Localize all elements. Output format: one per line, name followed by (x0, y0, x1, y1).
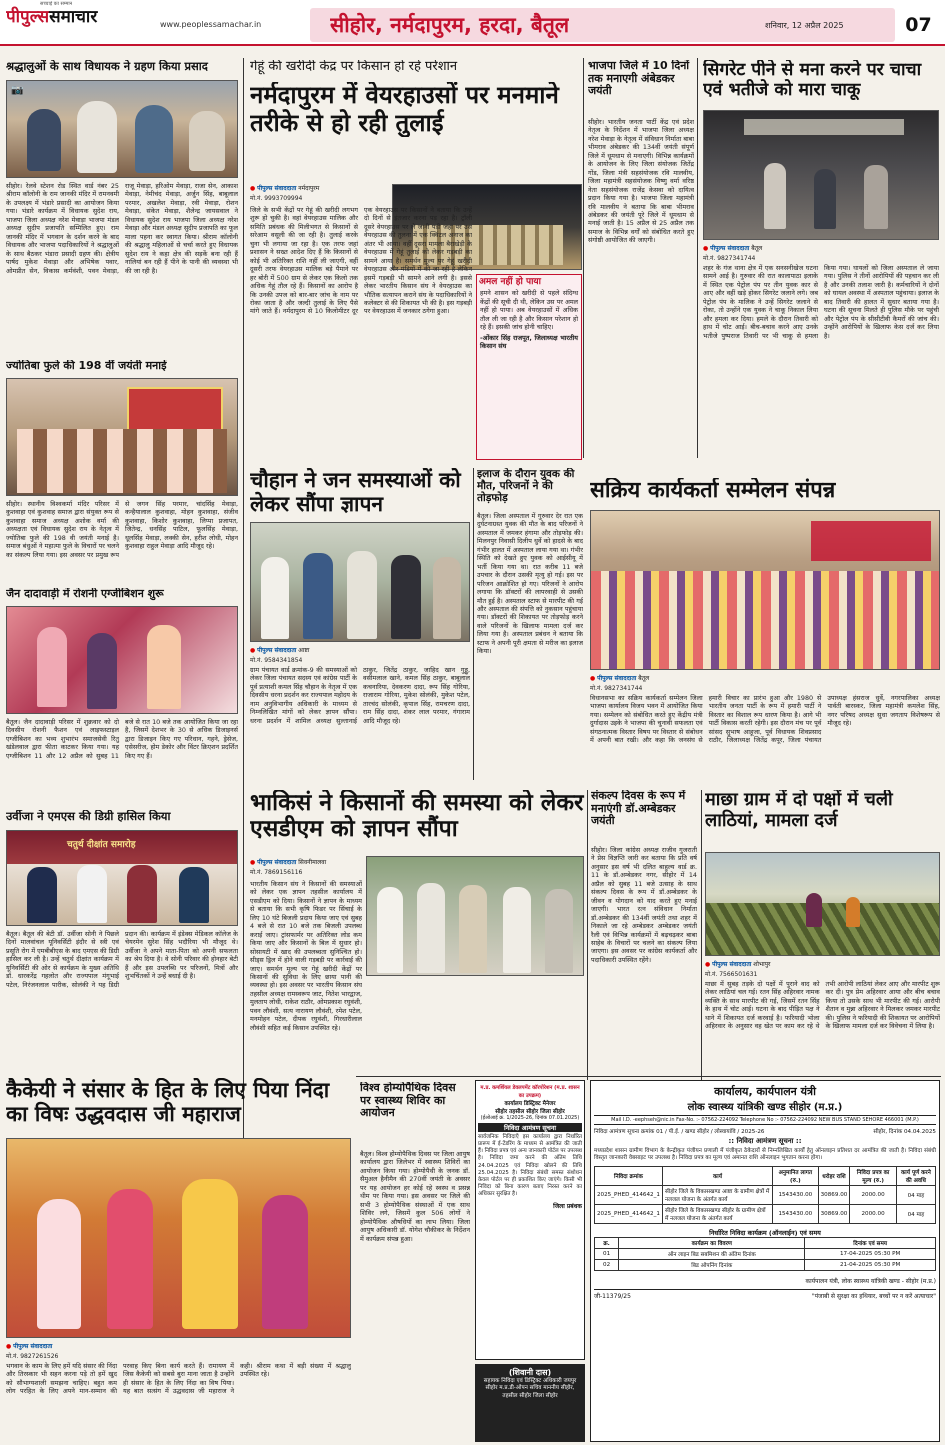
table-cell: दिनांक एवं समय (805, 1237, 936, 1248)
table-header-cell: कार्य पूर्ण करने की अवधि (896, 1166, 935, 1185)
story8-credit (703, 244, 853, 252)
page-number: 07 (905, 14, 932, 36)
masthead (0, 0, 945, 46)
story11-photo (590, 510, 940, 670)
story6-body: जिले के सभी केंद्रों पर गेहूं की खरीदी लगभग शुरू हो चुकी है। वहां वेयरहाउस मालिक और समिति प्रबंधक की मिलीभगत से किसानों से सरेआम वसूली की जा रही है। तुलाई करके चुना भी लगाया जा रहा है। एक तरफ जहां प्रशासन ने सख्त आदेश दिए हैं कि किसानों से कोई भी अतिरिक्त राशि नहीं ली जाएगी, वहीं दूसरी तरफ वेयरहाउस मालिक बड़े पैमाने पर हर बोरी में 500 ग्राम से लेकर एक किलो तक अधिक गेहूं तौल रहे हैं। किसानों का आरोप है कि उनकी उपज को बार-बार जांच के नाम पर रोका जाता है और जल्दी तुलाई के लिए पैसे मांगे जाते हैं। नर्मदापुरम से 10 किलोमीटर दूर एक वेयरहाउस पर किसानों ने बताया कि उन्हें दो दिनों से इंतजार करना पड़ रहा है। ट्रॉली दूसरे वेयरहाउस पर ले जानी पड़ी जहां पर उस वेयरहाउस की तुलना में एक क्विंटल अनाज का अंतर भी आया। वहीं दूसरा मामला बैराखेड़ी के वेयरहाउस में गेहूं तुलाई को लेकर गड़बड़ी का सामने आया है। समर्थन मूल्य पर गेहूं खरीदी वेयरहाउस और मंडियों में की जा रही है लेकिन इसमें गड़बड़ी भी सामने आने लगी है। इससे लेकर भारतीय किसान संघ ने वेयरहाउस का भौतिक सत्यापन कराने संघ के पदाधिकारियों ने कलेक्टर से की शिकायत भी की है। इस गड़बड़ी पर वेयरहाउस में जनकार ठगेगा हुआ। (250, 206, 472, 316)
table-cell: 2025_PHED_414642_1 (595, 1204, 663, 1223)
credit-dot: ● (6, 1343, 12, 1350)
table-row (595, 1185, 936, 1204)
notice1-line-0: म.प्र. कमर्शियल डेवलपमेंट कॉरपोरेशन (म.प्र. शासन का उपक्रम) (480, 1085, 580, 1099)
story12-body: भारतीय किसान संघ ने किसानों की समस्याओं को लेकर एक ज्ञापन तहसील कार्यालय में एसडीएम को दिया। किसानों ने ज्ञापन के माध्यम से बताया कि सभी कृषि फिडर पर सिंचाई के लिए 10 घंटे बिजली प्रदाय किया जाए एवं सुबह 4 बजे से रात 10 बजे तक बिजली उपलब्ध कराई जाए। ट्रांसफार्मर पर अतिरिक्त लोड कम किया जाए और किसानों के बिल में सुधार हो। सोसायटी में खाद की उपलब्धता सुनिश्चित हो। सीड्स ड्रिल में होने वाली गड़बड़ी पर कार्रवाई की जाए। समर्थन मूल्य पर गेहूं खरीदी केंद्रों पर किसानों की सुविधा के लिए छाया पानी की व्यवस्था हो। इस अवसर पर भारतीय किसान संघ तहसील अध्यक्ष रामस्वरूप जाट, नितेश भारद्वाज, मुलताप लोधी, राकेश राठौर, ओमप्रकाश रघुवंशी, पवन लौवंशी, सत्य नारायण लौवंशी, रमेश पटेल, मनमोहन पटेल, दीपक रघुवंशी, गिरधारीलाल लौवंशी सहित कई किसान उपस्थित रहे। (250, 880, 362, 1032)
table-cell: 04 माह (896, 1204, 935, 1223)
notice2-ref-row (594, 1127, 936, 1135)
story5-mobile: मो.नं. 9827261526 (6, 1353, 59, 1360)
masthead-logo (6, 4, 156, 34)
story8-credit-text: पीपुल्स संवाददाता (710, 245, 750, 252)
story13-headline: संकल्प दिवस के रूप में मनाएंगी डॉ.अम्बेडकर जयंती (591, 790, 686, 828)
table-cell: 30869.00 (818, 1185, 850, 1204)
table-cell: ऑन लाइन बिड सबमिशन की अंतिम दिनांक (619, 1248, 805, 1259)
story9-photo (250, 522, 470, 642)
table-cell: कार्यक्रम का विवरण (619, 1237, 805, 1248)
table-header-cell: कार्य (662, 1166, 772, 1185)
table-cell: सीहोर जिले के विकासखण्ड सीहोर के ग्रामीण क्षेत्रों में नलजल योजना के अंतर्गत कार्य (662, 1204, 772, 1223)
table-row (595, 1237, 936, 1248)
story1-body: सीहोर। रेलवे स्टेशन रोड स्थित वार्ड नंबर 25 श्रीराम कॉलोनी के राम जानकी मंदिर में रामनवमी के उपलक्ष्य में भंडारे प्रसादी का आयोजन किया गया। भंडारे कार्यक्रम में विधायक सुदेश राय, भाजपा जिला अध्यक्ष नरेश मेवाड़ा भाजपा मंडल अध्यक्ष सुदीप प्रजापति सम्मिलित हुए। राम जानकी मंदिर में भगवान के दर्शन करने के बाद विधायक और भाजपा पदाधिकारियों ने श्रद्धालुओं के साथ बैठकर भंडारा प्रसादी ग्रहण की। क्षेत्रीय पार्षद मुकेश मेवाड़ा और अभिषेक पवार, ओमप्रीत सेन, विकास कर्मवंशी, पवन मेवाड़ा, राजू मेवाड़ा, हरिओम मेवाड़ा, राजा सेन, आकाश मेवाड़ा, नेमीचंद मेवाड़ा, अर्जुन सिंह, बाबूलाल परमार, अखलेश मेवाड़ा, रवी मेवाड़ा, रोशन मेवाड़ा, संकेत मेवाड़ा, शैलेन्द्र जायसवाल ने विधायक सुदेश राय भाजपा जिला अध्यक्ष नरेश मेवाड़ा और मंडल अध्यक्ष सुदीप प्रजापति का फूल माला पहना कर स्वागत किया। श्रीराम कॉलोनी की श्रद्धालु महिलाओं से चर्चा करते हुए विधायक सुदेश राय ने कहा क्षेत्र की सड़कें बना रही हैं नालियां बन रही हैं पीने के पानी की व्यवस्था भी की जा रही है। (6, 182, 238, 275)
notice1-line-2: सीहोर तहसील सीहोर जिला सीहोर (495, 1109, 565, 1115)
column-divider (473, 468, 474, 780)
story14-credit (705, 960, 855, 968)
table-cell: 2000.00 (850, 1204, 897, 1223)
credit-dot: ● (250, 859, 256, 866)
story4-headline: उर्वीजा ने एमएस की डिग्री हासिल किया (6, 810, 171, 823)
story15-body: बैतूल। विश्व होम्योपैथिक दिवस पर जिला आयुष कार्यालय द्वारा जिलेभर में स्वास्थ्य शिविरों का आयोजन किया गया। होम्योपैथी के जनक डॉ. सैमुअल हैनीमैन की 270वीं जयंती के अवसर पर यह आयोजन हर कोई रहे स्वस्थ व प्रसन्न थीम पर किया गया। इस अवसर पर जिले की सभी 3 होम्योपैथिक संस्थाओं में एक साथ शिविर लगे, जिसमें कुल 506 लोगों ने होम्योपैथिक औषधियों का लाभ लिया। जिला आयुष अधिकारी डॉ. योगेश चौकीकर के निर्देशन में कार्यक्रम संपन्न हुआ। (360, 1150, 470, 1243)
story11-credit (590, 674, 740, 682)
credit-dot: ● (250, 185, 256, 192)
story14-photo (705, 852, 940, 956)
story7-headline: भाजपा जिले में 10 दिनों तक मनाएगी अंबेडकर जयंती (588, 60, 690, 98)
notice1-footer: जिला प्रबंधक (553, 1203, 582, 1211)
story12-body-cont (366, 980, 584, 1068)
story15-headline: विश्व होम्योपैथिक दिवस पर स्वास्थ्य शिविर का आयोजन (360, 1082, 456, 1120)
notice2-sign: कार्यपालन यंत्री, लोक स्वास्थ्य यांत्रिकी खण्ड - सीहोर (म.प्र.) (805, 1277, 936, 1285)
story5-credit-text: पीपुल्स संवाददाता (13, 1343, 53, 1350)
story8-headline: सिगरेट पीने से मना करने पर चाचा एवं भतीजे को मारा चाकू (703, 60, 922, 101)
credit-dot: ● (250, 647, 256, 654)
story3-photo (6, 606, 238, 714)
column-divider (697, 58, 698, 458)
story11-headline: सक्रिय कार्यकर्ता सम्मेलन संपन्न (590, 478, 836, 503)
story5-headline: कैकेयी ने संसार के हित के लिए पिया निंदा का विषः उद्धवदास जी महाराज (6, 1078, 330, 1127)
story5-photo (6, 1138, 351, 1338)
story2-photo (6, 378, 238, 496)
story12-credit (250, 858, 370, 866)
notice2-footer (594, 1289, 936, 1300)
column-divider (243, 58, 244, 1158)
story6-box (476, 274, 582, 460)
notice2-schedule (594, 1237, 936, 1271)
story2-body: सीहोर। स्थानीय विश्वकर्मा मंदिर परिसर में कुशवाहा एवं कुशवाह समाज द्वारा संयुक्त रूप से कुशवाहा समाज अध्यक्ष अशोक वर्मा की अध्यक्षता एवं विधायक सुदेश राय के नेतृत्व में ज्योतिबा फुले की 198 वी जयंती मनाई है। समाज बंधुओं ने महात्मा फुले के विचारों पर चलने का संकल्प लिया गया। इस अवसर पर प्रमुख रूप से जगन सिंह परमार, चांदसिंह मेवाड़ा, कन्हैयालाल कुशवाहा, मोहन कुशवाहा, संजीव कुशवाहा, किशोर कुशवाहा, लिप्पा प्रजापत, जितेन्द्र, धनसिंह पाटिल, फूलसिंह मेवाड़ा, धूलसिंह मेवाड़ा, लक्की सेन, हरीश लोधी, मोहन कुशवाहा राहुल मेवाड़ा आदि मौजूद रहे। (6, 500, 238, 559)
story9-credit (250, 646, 400, 654)
story3-body: बैतूल। जैन दादावाड़ी परिसर में शुक्रवार को दो दिवसीय रोशनी फैशन एवं लाइफस्टाइल एग्जीबिशन का भव्य शुभारंभ समाजसेवी रितु खंडेलवाल द्वारा फीता काटकर किया गया। यह एग्जीबिशन 11 और 12 अप्रैल को सुबह 11 बजे से रात 10 बजे तक आयोजित किया जा रहा है, जिसमें देशभर के 30 से अधिक डिजाइनर्स द्वारा डिजाइन किए गए परिधान, गहने, ड्रेसेज, एसेसरीज, होम डेकोर और विंटर क्रिएशन प्रदर्शित किए गए हैं। (6, 718, 238, 760)
table-row (595, 1204, 936, 1223)
table-cell: 02 (595, 1259, 619, 1270)
story14-body: माछा में सुबह तड़के दो पक्षों में पुराने वाद को लेकर लाठियां चल गई। रतन सिंह अहिरवार नामक व्यक्ति के साथ मारपीट की गई, जिसमें रतन सिंह के हाथ में चोट आई। घटना के बाद पीड़ित पक्ष ने थाने में शिकायत दर्ज करवाई है। फरियादी भोला अहिरवार के अनुसार वह खेत पर काम कर रहे थे तभी आरोपी लाठियां लेकर आए और मारपीट शुरू कर दी। पुत्र प्रेम अहिरवार आया और बीच बचाव किया तो उसके साथ भी मारपीट की गई। आरोपी शैतान व मुन्ना अहिरवार ने मिलकर जमकर मारपीट की। पुलिस ने फरियादी की शिकायत पर आरोपियों के खिलाफ मामला दर्ज कर विवेचना में लिया है। (705, 980, 940, 1031)
notice2-date: सीहोर, दिनांक 04.04.2025 (873, 1129, 936, 1135)
story6-box-body: हमने शासन को खरीदी से पहले संदिग्ध केंद्रों की सूची दी थी, लेकिन उस पर अमल नहीं हो पाया। अब वेयरहाउसों में अधिक तौल ली जा रही है और किसान परेशान हो रहे हैं। इसकी जांच होनी चाहिए। (480, 289, 578, 332)
story6-kicker: गेहूं की खरीदी केंद्र पर किसान हो रहे परेशान (250, 60, 458, 74)
story14-mobile: मो.नं. 7566501631 (705, 971, 758, 978)
table-cell: क्र. (595, 1237, 619, 1248)
notice2-table (594, 1166, 936, 1224)
story4-banner: चतुर्थ दीक्षांत समारोह (67, 840, 136, 850)
table-cell: 17-04-2025 05:30 PM (805, 1248, 936, 1259)
table-cell: बिड ओपनिंग दिनांक (619, 1259, 805, 1270)
table-header-cell: निविदा क्रमांक (595, 1166, 663, 1185)
notice2-body: मध्यप्रदेश शासन ग्रामीण विभाग के केन्द्रीकृत पंजीयन प्रणाली में पंजीकृत ठेकेदारों से निम्नलिखित कार्यों हेतु ऑनलाइन प्रतिशत दर आमंत्रित की जाती है। निविदा संबंधी विस्तृत जानकारी वेबसाइट पर उपलब्ध है। निविदा प्रपत्र का मूल्य एवं अमानत राशि ऑनलाइन भुगतान करना होगा। (594, 1148, 936, 1162)
story9-mobile: मो.नं. 9584341854 (250, 657, 303, 664)
notice2-contact: Mail I.D. -eephseh@nic.in Fax-No. :- 07562-224092 Telephone No :- 07562-224092 NEW BUS STAND SEHORE 466001 (M.P.) (594, 1115, 936, 1125)
ad-box (475, 1364, 585, 1442)
table-header-cell: निविदा प्रपत्र का मूल्य (रु.) (850, 1166, 897, 1185)
masthead-url[interactable]: www.peoplessamachar.in (160, 20, 262, 29)
column-divider (583, 58, 584, 458)
story12-credit-text: पीपुल्स संवाददाता (257, 859, 297, 866)
ad-body: सहायक निविदा एवं डिस्ट्रिक्ट अधिकारी जयपुर सीहोर म.प्र.डी-ओपन सचिव माननीय सीहोर, तहसील सीहोर जिला सीहोर (483, 1378, 577, 1399)
notice1-line-3: (ईओआई क्र. 1/2025-26, दिनांक 07.01.2025) (480, 1115, 580, 1121)
notice2-ref: निविदा आमंत्रण सूचना क्रमांक 01 / पी.ई. / खण्ड सीहोर / लोस्वायांवि / 2025-26 (594, 1129, 765, 1135)
masthead-date: शनिवार, 12 अप्रैल 2025 (765, 21, 844, 30)
story9-body: ग्राम पंचायत वार्ड क्रमांक-9 की समस्याओं को लेकर जिला पंचायत सदस्य एवं कांग्रेस पार्टी के पूर्व प्रत्याशी कमल सिंह चौहान के नेतृत्व में एक दिवसीय धरना प्रदर्शन कर राज्यपाल महोदय के नाम अनुविभागीय अधिकारी के माध्यम से निम्नलिखित मांगों को लेकर ज्ञापन सौंपा। धरना प्रदर्शन में शामिल अध्यक्ष सुल्तानाई ठाकुर, जितेंद्र ठाकुर, जाहिद खान गुड्डू, वसीमलाल खाने, कमल सिंह ठाकुर, बाबूलाल कचनारिया, देवकरण दादा, रूप सिंह गोरिया, राजाराम गोरिया, मुकेश सोलंकी, मुकेश पटेल, तारचंद सोलंकी, कृपाल सिंह, रामचरण दादा, राम सिंह दादा, शंकर लाल परमार, गंगाराम आदि मौजूद रहे। (250, 666, 470, 725)
story6-headline: नर्मदापुरम में वेयरहाउसों पर मनमाने तरीके से हो रही तुलाई (250, 82, 559, 137)
story6-credit (250, 184, 390, 192)
story14-credit-text: पीपुल्स संवाददाता (712, 961, 752, 968)
table-cell: सीहोर जिले के विकासखण्ड आष्टा के ग्रामीण क्षेत्रों में नलजल योजना के अंतर्गत कार्य (662, 1185, 772, 1204)
table-cell: 1543430.00 (773, 1204, 819, 1223)
story10-headline: इलाज के दौरान युवक की मौत, परिजनों ने की तोड़फोड़ (477, 468, 575, 505)
story11-place: बैतूल (638, 675, 650, 682)
story4-photo (6, 830, 238, 926)
credit-dot: ● (705, 961, 711, 968)
table-row (595, 1248, 936, 1259)
notice1-body: सार्वजनिक निविदाएँ इस कार्यालय द्वारा निर्धारित प्रारूप में ई-टेंडरिंग के माध्यम से आमंत्रित की जाती हैं। निविदा प्रपत्र एवं अन्य जानकारी पोर्टल पर उपलब्ध है। निविदा जमा करने की अंतिम तिथि 24.04.2025 एवं निविदा खोलने की तिथि 25.04.2025 है। निविदा संबंधी समस्त संशोधन केवल पोर्टल पर ही प्रकाशित किए जाएंगे। किसी भी निविदा को बिना कारण बताए निरस्त करने का अधिकार सुरक्षित है। (478, 1134, 582, 1197)
table-cell: 1543430.00 (773, 1185, 819, 1204)
story7-body: सीहोर। भारतीय जनता पार्टी केंद्र एवं प्रदेश नेतृत्व के निर्देशन में भाजपा जिला अध्यक्ष नरेश मेवाड़ा के नेतृत्व में संविधान निर्माता बाबा भीमराव अंबेडकर की 134वीं जयंती संपूर्ण जिले में धूमधाम से मनाएगी। विभिन्न कार्यक्रमों के आयोजन के लिए जिला संयोजक जितेंद्र गोंड, जिला मंत्री सहसंयोजक रवि मालवीय, जिला महामंत्री सहसंयोजक विष्णु वर्मा वरिष्ठ नेता सहसंयोजक राजेंद्र केसवा को दायित्व प्रदान किया गया है। भाजपा जिला महामंत्री रवि मालवीय ने बताया कि बाबा भीमराव अंबेडकर की जयंती पूरे जिले में धूमधाम से मनाई जाती है। 15 अप्रैल से 25 अप्रैल तक समाज के विभिन्न वर्गों को संबोधित करते हुए संगोष्ठी आयोजित की जाएगी। (588, 118, 694, 245)
story2-headline: ज्योतिबा फुले की 198 वीं जयंती मनाई (6, 360, 167, 372)
story6-place: नर्मदापुरम (298, 185, 320, 192)
table-cell: 2000.00 (850, 1185, 897, 1204)
notice2-footer-code: जी-11379/25 (594, 1292, 631, 1300)
notice2 (590, 1080, 940, 1442)
logo-prefix: पीपुल्स (6, 7, 50, 27)
notice1-title: निविदा आमंत्रण सूचना (478, 1123, 582, 1132)
story4-body: बैतूल। बैतूल की बेटी डॉ. उर्वीजा सोनी ने पिछले दिनों मालवांचल यूनिवर्सिटी इंदौर से स्त्री एवं प्रसूति रोग में एमबीबीएस के बाद एमएस की डिग्री हासिल कर ली है। उन्हें चतुर्थ दीक्षांत कार्यक्रम में यूनिवर्सिटी की ओर से कार्यक्रम के मुख्य अतिथि डॉ. धारकरेंद्र गहलोत और राज्यपाल मंगूभाई पटेल, निरंजनलाल पारीक, सोलंकी ने यह डिग्री प्रदान की। कार्यक्रम में इंडेक्स मेडिकल कॉलेज के चेयरमेन सुरेश सिंह भदौरिया भी मौजूद थे। उर्वीजा ने अपने माता-पिता को अपनी सफलता का श्रेय दिया है। वे सोनी परिवार की होनहार बेटी हैं और इस उपलब्धि पर परिजनों, मित्रों और शुभचिंतकों ने उन्हें बधाई दी है। (6, 930, 238, 989)
story14-headline: माछा ग्राम में दो पक्षों में चली लाठियां, मामला दर्ज (705, 790, 893, 831)
story12-place: सिवनीमालवा (298, 859, 327, 866)
notice2-schedule-title: निर्धारित निविदा कार्यक्रम (ऑनलाईन) एवं समय (709, 1228, 821, 1237)
story11-credit-text: पीपुल्स संवाददाता (597, 675, 637, 682)
notice2-title: कार्यालय, कार्यपालन यंत्री (714, 1085, 816, 1098)
story5-credit (6, 1342, 246, 1350)
story8-body: शहर के गंज थाना क्षेत्र में एक सनसनीखेज घटना सामने आई है। गुरुवार की रात कालापाठा इलाके में स्थित एक पेट्रोल पंप पर तीन युवक कार से आए और वहीं खड़े होकर सिगरेट जलाने लगे। जब पेट्रोल पंप के मालिक ने उन्हें सिगरेट जलाने से रोका, तो उन्होंने एक युवक ने चाकू निकाल लिया और हमला कर दिया। हमले के दौरान तिवारी को हाथ में चोट आई। बीच-बचाव करने आए उनके भतीजे पुष्पराज तिवारी पर भी चाकू से हमला किया गया। घायलों को जिला अस्पताल ले जाया गया। पुलिस ने तीनों आरोपियों की पहचान कर ली है और उनकी तलाश जारी है। कर्मचारियों ने दोनों को घायल अवस्था में अस्पताल पहुंचाया। इलाज के बाद तिवारी की हालत में सुधार बताया गया है। घटना की सूचना मिलते ही पुलिस मौके पर पहुंची और पेट्रोल पंप के सीसीटीवी कैमरों की जांच की। उन्होंने आरोपियों के खिलाफ केस दर्ज कर लिया है। (703, 264, 939, 340)
section-divider (356, 1076, 941, 1077)
logo-main: समाचार (49, 7, 98, 27)
table-header-cell: अनुमानित लागत (रु.) (773, 1166, 819, 1185)
story1-headline: श्रद्धालुओं के साथ विधायक ने ग्रहण किया प्रसाद (6, 60, 208, 73)
story9-credit-text: पीपुल्स संवाददाता (257, 647, 297, 654)
story9-place: आष्टा (298, 647, 310, 654)
story12-mobile: मो.नं. 7869156116 (250, 869, 303, 876)
camera-photo-icon: 📷 (11, 85, 24, 96)
notice2-heading: :: निविदा आमंत्रण सूचना :: (728, 1137, 802, 1145)
ad-title: (शिवानी दास) (508, 1368, 552, 1377)
story6-box-title: अमल नहीं हो पाया (479, 277, 541, 287)
credit-dot: ● (590, 675, 596, 682)
notice2-subtitle: लोक स्वास्थ्य यांत्रिकी खण्ड सीहोर (म.प्र.) (687, 1102, 843, 1113)
table-header-cell: धरोहर राशि (818, 1166, 850, 1185)
story11-body: विधानसभा का सक्रिय कार्यकर्ता सम्मेलन जिला भाजपा कार्यालय विजय भवन में आयोजित किया गया। सम्मेलन को संबोधित करते हुए केंद्रीय मंत्री दुर्गादास उइके ने भाजपा की चुनावी सफलता एवं संगठनात्मक विस्तार विषय पर विस्तार से संबोधन में अपनी बात रखी। और कहा कि जनसंघ से हमारी विचार का प्रारंभ हुआ और 1980 से भारतीय जनता पार्टी के रूप में हमारी पार्टी ने विस्तार का विशाल रूप धारण किया है। आगे भी पार्टी विकास करती रहेगी। इस दौरान मंच पर पूर्व सांसद सुभाष आहूजा, पूर्व विधायक शिवप्रसाद राठौर, जिलाध्यक्ष जितेंद्र कपूर, जिला पंचायत उपाध्यक्ष हंसराज धुर्वे, नगरपालिका अध्यक्ष पार्वती बारस्कर, जिला महामंत्री कमलेश सिंह, नगर परिषद अध्यक्ष सुधा जगताप विशेषरूप से मौजूद रहे। (590, 694, 940, 745)
logo-tagline: सच्चाई का सम्मान (40, 1, 73, 7)
table-row (595, 1259, 936, 1270)
table-cell: 30869.00 (818, 1204, 850, 1223)
story8-photo (703, 110, 939, 240)
credit-dot: ● (703, 245, 709, 252)
story13-body: सीहोर। जिला कांग्रेस अध्यक्ष राजीव गुजराती ने प्रेस विज्ञप्ति जारी कर बताया कि प्रति वर्ष अनुसार इस वर्ष भी दलित बाहुल्य वार्ड क्र. 11 के डॉ.अम्बेडकर नगर, सीहोर में 14 अप्रैल को सुबह 11 बजे उत्साह के साथ संकल्प दिवस के रूप में डॉ.अम्बेडकर के जीवन व योगदान को याद करते हुए मनाई जाएगी। भारत रत्न संविधान निर्माता डॉ.अम्बेडकर की 134वीं जयंती तथा शहर में निकाले जा रहे अम्बेडकर अम्बेडकर जयंती रैली एवं विभिन्न कार्यक्रमों में बढ़चढ़कर बाबा साहेब के विचारों पर चलने का संकल्प लिया जाएगा। इस अवसर पर कांग्रेस कार्यकर्ता और पदाधिकारी उपस्थित रहेंगे। (591, 846, 697, 964)
table-cell: 21-04-2025 05:30 PM (805, 1259, 936, 1270)
story6-credit-text: पीपुल्स संवाददाता (257, 185, 297, 192)
notice2-table-header (595, 1166, 936, 1185)
story6-mobile: मो.नं. 9993709994 (250, 195, 303, 202)
table-cell: 01 (595, 1248, 619, 1259)
story5-body: भगवान के काम के लिए हमें यदि संसार की निंदा और तिरस्कार भी सहन करना पड़े तो हमें खुद को सौभाग्यशाली समझना चाहिए। बहुत कम लोग परहित के लिए अपने मान-सम्मान की परवाह किए बिना कार्य करते हैं। रामायण में जिस कैकेयी को सबसे बुरा माना जाता है उन्होंने ही संसार के हित के लिए निंदा का विष पिया। यह बात सत्संग में उद्धवदास जी महाराज ने कही। श्रीराम कथा में बड़ी संख्या में श्रद्धालु उपस्थित रहे। (6, 1362, 351, 1396)
table-cell: 2025_PHED_414642_1 (595, 1185, 663, 1204)
story9-headline: चौहान ने जन समस्याओं को लेकर सौंपा ज्ञापन (250, 468, 461, 517)
story14-place: शोभापुर (753, 961, 771, 968)
story12-photo (366, 856, 584, 976)
story3-headline: जैन दादावाड़ी में रोशनी एग्जीबिशन शुरू (6, 588, 164, 600)
notice1 (475, 1080, 585, 1360)
story12-headline: भाकिसं ने किसानों की समस्या को लेकर एसडीएम को ज्ञापन सौंपा (250, 790, 584, 843)
story8-place: बैतूल (751, 245, 763, 252)
column-divider (587, 790, 588, 1080)
notice1-line-1: कार्यालय डिस्ट्रिक्ट मैनेजर (504, 1101, 556, 1107)
section-title: सीहोर, नर्मदापुरम, हरदा, बैतूल (330, 13, 570, 37)
story8-mobile: मो.नं. 9827341744 (703, 255, 756, 262)
notice2-footer-note: "पंजाबी से सुरक्षा का हथियार, बच्चों पर न करें अत्याचार" (811, 1292, 936, 1300)
story6-box-sign: -ओंकार सिंह राजपूत, जिलाध्यक्ष भारतीय किसान संघ (480, 333, 578, 351)
story11-mobile: मो.नं. 9827341744 (590, 685, 643, 692)
story1-photo (6, 80, 238, 178)
column-divider (701, 790, 702, 1080)
table-cell: 04 माह (896, 1185, 935, 1204)
story10-body: बैतूल। जिला अस्पताल में गुरुवार देर रात एक दुर्घटनाग्रस्त युवक की मौत के बाद परिजनों ने अस्पताल में जमकर हंगामा और तोड़फोड़ की। मिलनपुर निवासी दिलीप धुर्वे को हादसे के बाद गंभीर हालत में अस्पताल लाया गया था। गंभीर स्थिति को देखते हुए युवक को आईसीयू में भर्ती किया गया था। रात करीब 11 बजे उपचार के दौरान उसकी मृत्यु हो गई। इस पर परिजन आक्रोशित हो गए। परिजनों ने आरोप लगाया कि डॉक्टरों की लापरवाही से उसकी मौत हुई है। अस्पताल स्टाफ से मारपीट की गई और अस्पताल की संपत्ति को नुकसान पहुंचाया गया। डॉक्टरों की शिकायत पर तोड़फोड़ करने वाले परिजनों के खिलाफ मामला दर्ज कर लिया गया है। अस्पताल प्रबंधन ने बताया कि स्टाफ ने अपनी पूरी क्षमता से मरीज का इलाज किया। (477, 512, 583, 656)
